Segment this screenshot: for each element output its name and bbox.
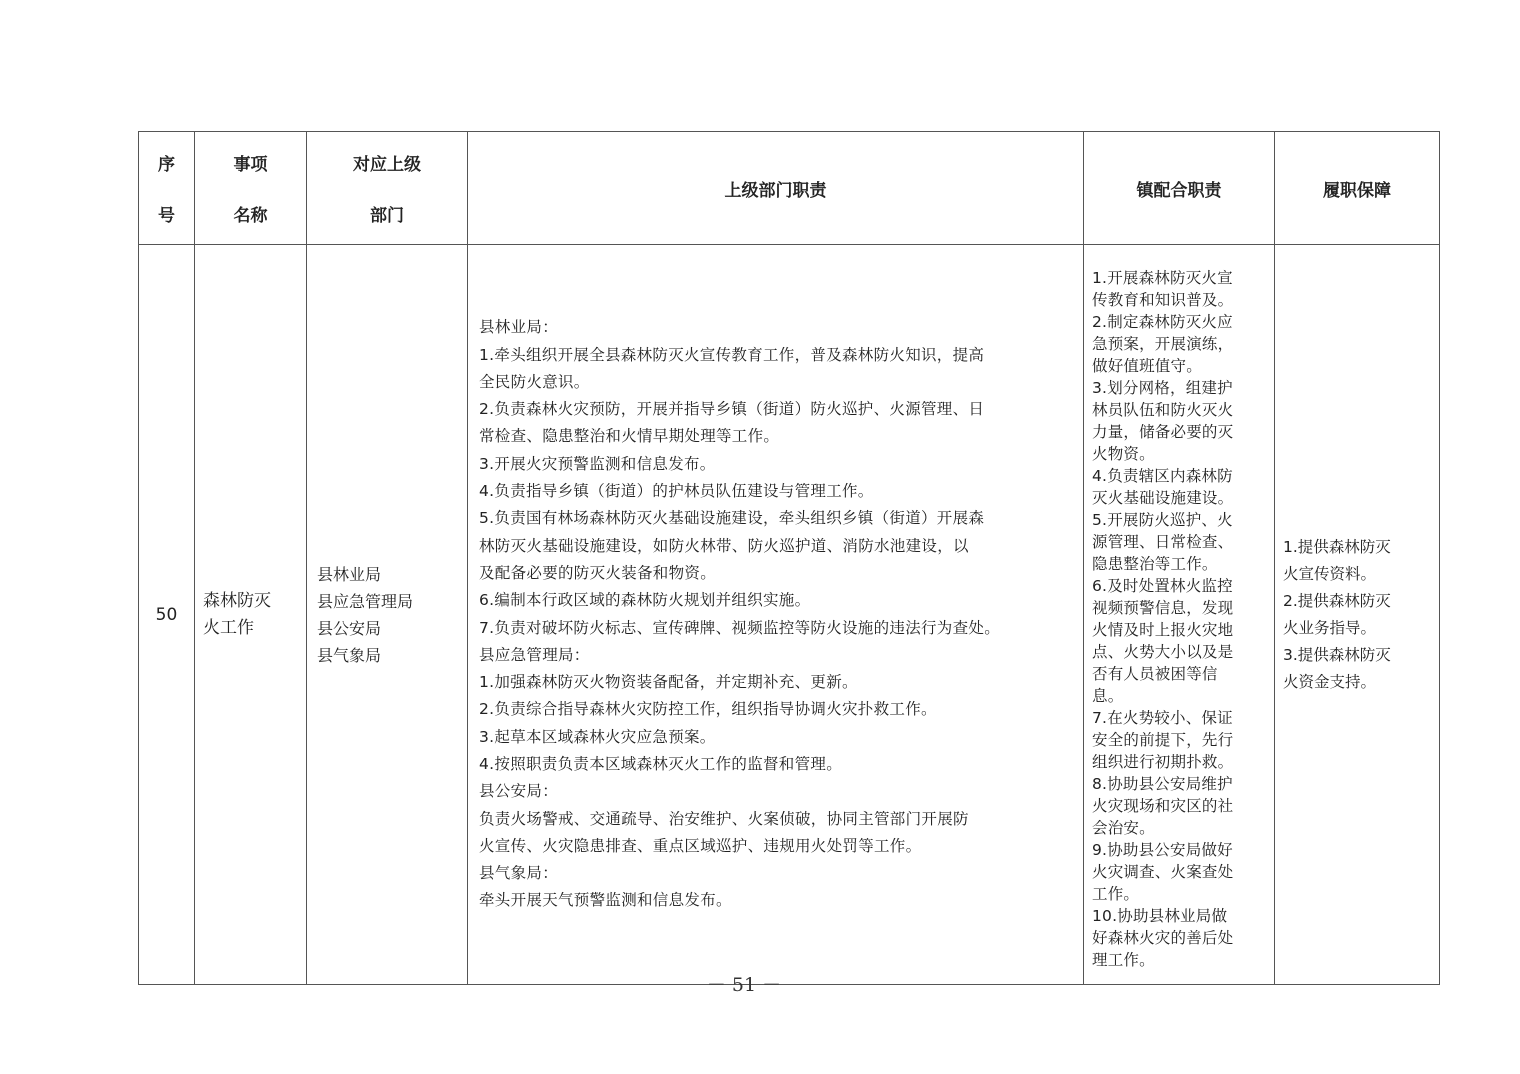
upper-duty-line: 3.开展火灾预警监测和信息发布。 <box>479 454 716 473</box>
upper-duty-line: 6.编制本行政区域的森林防火规划并组织实施。 <box>479 591 811 610</box>
town-duty-line: 火物资。 <box>1092 445 1155 463</box>
upper-duty-line: 县应急管理局： <box>479 645 590 664</box>
guarantee-line: 1.提供森林防灭 <box>1283 537 1391 556</box>
town-duty-line: 视频预警信息，发现 <box>1092 599 1234 617</box>
town-duty-line: 源管理、日常检查、 <box>1092 533 1234 551</box>
town-duty-line: 点、火势大小以及是 <box>1092 643 1234 661</box>
upper-duty-line: 县公安局： <box>479 782 559 801</box>
town-duty-line: 力量，储备必要的灭 <box>1092 423 1234 441</box>
upper-duty-line: 林防灭火基础设施建设，如防火林带、防火巡护道、消防水池建设，以 <box>479 536 969 555</box>
row-number: 50 <box>139 245 195 985</box>
town-duty-line: 林员队伍和防火灭火 <box>1092 401 1234 419</box>
town-duty-line: 1.开展森林防灭火宣 <box>1092 269 1233 287</box>
item-name-line: 火工作 <box>203 617 254 638</box>
header-name <box>195 132 307 245</box>
upper-duty-line: 5.负责国有林场森林防灭火基础设施建设，牵头组织乡镇（街道）开展森 <box>479 509 985 528</box>
town-duty-line: 7.在火势较小、保证 <box>1092 709 1233 727</box>
upper-duty-line: 2.负责综合指导森林火灾防控工作，组织指导协调火灾扑救工作。 <box>479 700 937 719</box>
dept-line: 县应急管理局 <box>317 591 414 611</box>
town-duties-text <box>1092 245 1268 971</box>
town-duty-line: 2.制定森林防灭火应 <box>1092 313 1233 331</box>
upper-duty-line: 7.负责对破坏防火标志、宣传碑牌、视频监控等防火设施的违法行为查处。 <box>479 618 1000 637</box>
guarantee-line: 3.提供森林防灭 <box>1283 645 1391 664</box>
dept-line: 县气象局 <box>317 645 382 665</box>
header-num <box>139 132 195 245</box>
upper-duty-line: 负责火场警戒、交通疏导、治安维护、火案侦破，协同主管部门开展防 <box>479 809 969 828</box>
town-duty-line: 传教育和知识普及。 <box>1092 291 1234 309</box>
town-duty-line: 息。 <box>1092 687 1124 705</box>
town-duty-line: 灭火基础设施建设。 <box>1092 489 1234 507</box>
guarantee-line: 2.提供森林防灭 <box>1283 591 1391 610</box>
town-duty-line: 5.开展防火巡护、火 <box>1092 511 1233 529</box>
header-town-duties: 镇配合职责 <box>1084 132 1275 245</box>
guarantee-text <box>1283 534 1431 696</box>
town-duty-line: 好森林火灾的善后处 <box>1092 929 1234 947</box>
upper-duty-line: 县林业局： <box>479 318 559 337</box>
upper-duty-line: 及配备必要的防灭火装备和物资。 <box>479 563 717 582</box>
page-number: － 51 － <box>706 974 782 996</box>
header-row <box>139 132 1440 245</box>
dept-line: 县林业局 <box>317 564 382 584</box>
town-duty-line: 火情及时上报火灾地 <box>1092 621 1234 639</box>
town-duty-line: 9.协助县公安局做好 <box>1092 841 1233 859</box>
town-duty-line: 8.协助县公安局维护 <box>1092 775 1233 793</box>
guarantee-line: 火资金支持。 <box>1283 672 1377 691</box>
town-duty-line: 安全的前提下，先行 <box>1092 731 1234 749</box>
upper-duty-line: 4.负责指导乡镇（街道）的护林员队伍建设与管理工作。 <box>479 482 874 501</box>
upper-duty-line: 常检查、隐患整治和火情早期处理等工作。 <box>479 427 780 446</box>
town-duty-line: 3.划分网格，组建护 <box>1092 379 1233 397</box>
upper-duty-line: 1.加强森林防灭火物资装备配备，并定期补充、更新。 <box>479 673 858 692</box>
town-duty-line: 理工作。 <box>1092 951 1155 969</box>
town-duty-line: 工作。 <box>1092 885 1140 903</box>
header-num-top: 序 <box>158 155 175 175</box>
guarantee-line: 火宣传资料。 <box>1283 564 1377 583</box>
row-town-duties <box>1084 245 1275 985</box>
town-duty-line: 组织进行初期扑救。 <box>1092 753 1234 771</box>
row-departments <box>307 245 468 985</box>
upper-duty-line: 1.牵头组织开展全县森林防灭火宣传教育工作，普及森林防火知识，提高 <box>479 345 985 364</box>
town-duty-line: 做好值班值守。 <box>1092 357 1202 375</box>
header-name-top: 事项 <box>233 155 268 175</box>
upper-duty-line: 火宣传、火灾隐患排查、重点区域巡护、违规用火处罚等工作。 <box>479 836 922 855</box>
town-duty-line: 火灾调查、火案查处 <box>1092 863 1234 881</box>
upper-duty-line: 县气象局： <box>479 864 559 883</box>
header-guarantee: 履职保障 <box>1275 132 1440 245</box>
town-duty-line: 会治安。 <box>1092 819 1155 837</box>
header-dept-bottom: 部门 <box>370 206 404 226</box>
row-upper-duties <box>468 245 1084 985</box>
guarantee-line: 火业务指导。 <box>1283 618 1377 637</box>
upper-duty-line: 4.按照职责负责本区域森林灭火工作的监督和管理。 <box>479 754 842 773</box>
row-item-name <box>195 245 307 985</box>
town-duty-line: 4.负责辖区内森林防 <box>1092 467 1233 485</box>
upper-duty-line: 3.起草本区域森林火灾应急预案。 <box>479 727 716 746</box>
town-duty-line: 急预案，开展演练， <box>1092 335 1234 353</box>
town-duty-line: 10.协助县林业局做 <box>1092 907 1228 925</box>
header-name-bottom: 名称 <box>233 206 268 226</box>
dept-line: 县公安局 <box>317 618 382 638</box>
item-name-line: 森林防灭 <box>203 590 271 611</box>
upper-duty-line: 2.负责森林火灾预防，开展并指导乡镇（街道）防火巡护、火源管理、日 <box>479 400 985 419</box>
header-dept <box>307 132 468 245</box>
table-row <box>139 245 1440 985</box>
duty-table <box>138 131 1440 985</box>
town-duty-line: 隐患整治等工作。 <box>1092 555 1218 573</box>
header-dept-top: 对应上级 <box>353 155 421 175</box>
row-guarantee <box>1275 245 1440 985</box>
header-upper-duties: 上级部门职责 <box>468 132 1084 245</box>
header-num-bottom: 号 <box>158 206 175 226</box>
town-duty-line: 6.及时处置林火监控 <box>1092 577 1233 595</box>
upper-duty-line: 牵头开展天气预警监测和信息发布。 <box>479 891 732 910</box>
town-duty-line: 否有人员被困等信 <box>1092 665 1218 683</box>
upper-duty-line: 全民防火意识。 <box>479 372 590 391</box>
town-duty-line: 火灾现场和灾区的社 <box>1092 797 1234 815</box>
upper-duties-text <box>479 314 1073 915</box>
